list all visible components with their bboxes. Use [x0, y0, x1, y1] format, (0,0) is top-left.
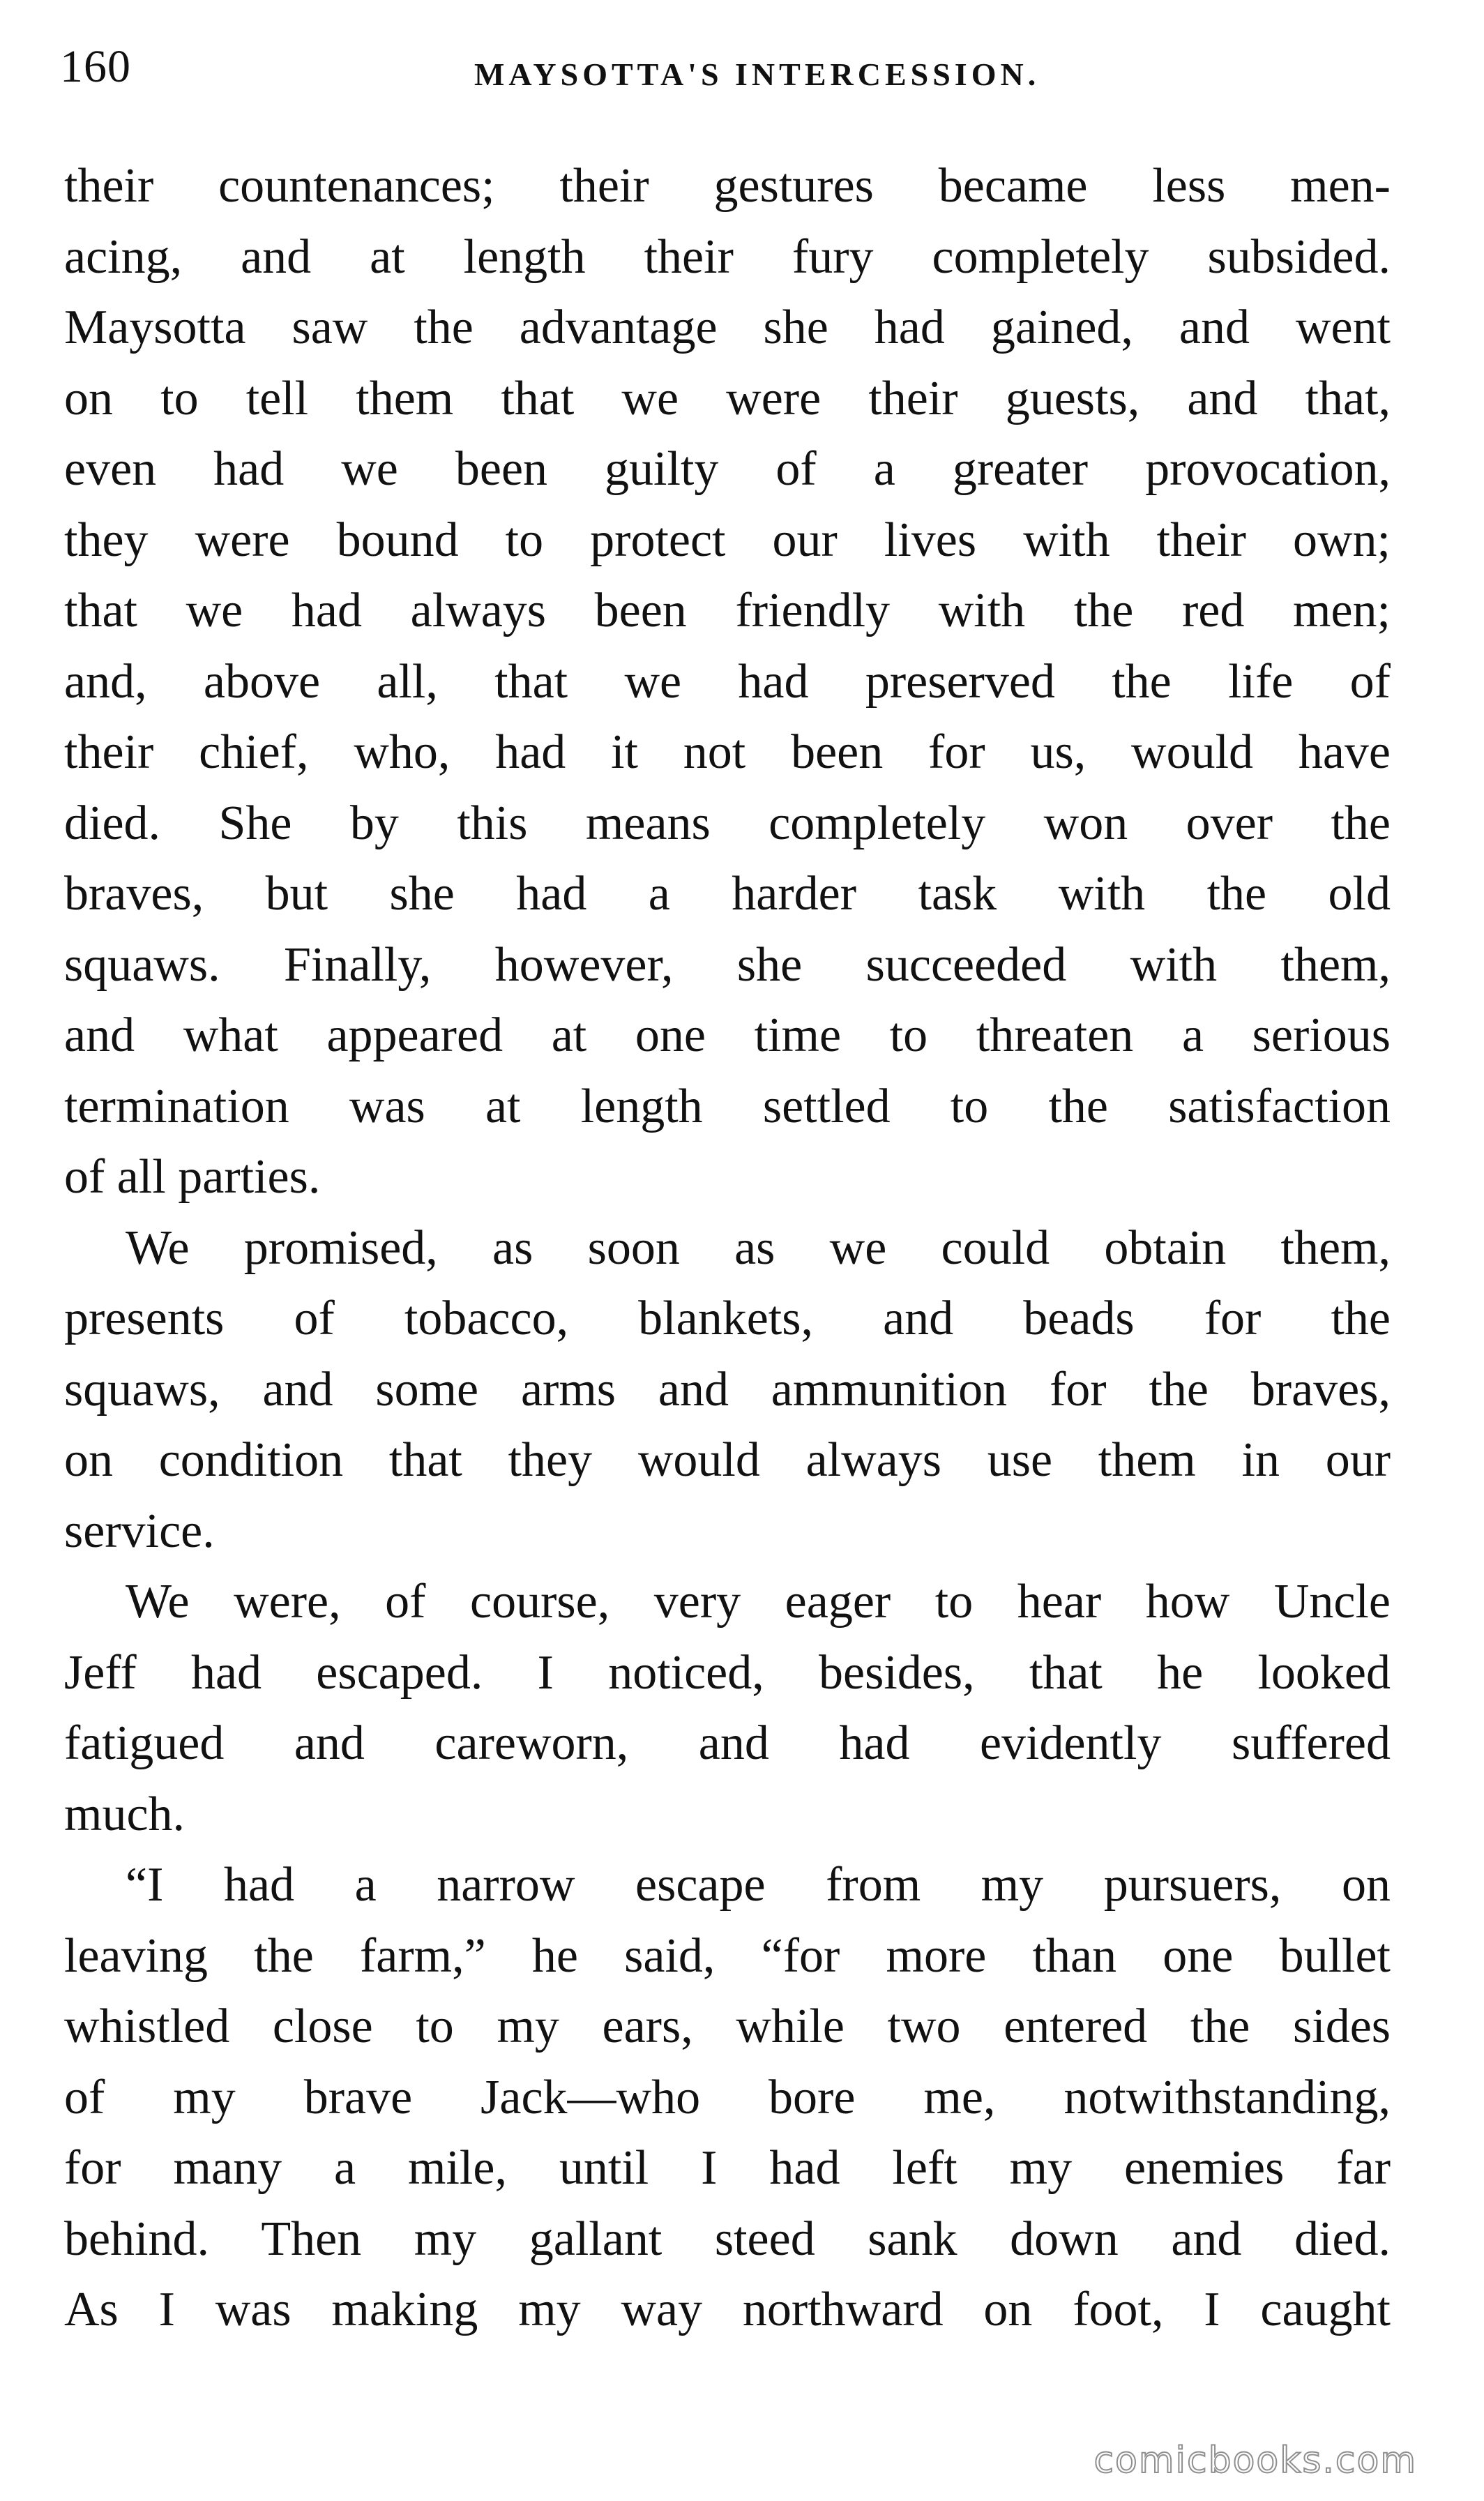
running-title: MAYSOTTA'S INTERCESSION.: [474, 56, 1040, 92]
text-line: behind. Then my gallant steed sank down and died.: [64, 2212, 1391, 2266]
text-line: died. She by this means completely won over the: [64, 796, 1391, 850]
text-line: and, above all, that we had preserved the life of: [64, 654, 1391, 709]
text-line: their countenances; their gestures became less men-: [64, 159, 1391, 213]
text-line: presents of tobacco, blankets, and beads for the: [64, 1292, 1391, 1345]
body-text: [64, 151, 1391, 2345]
text-line: termination was at length settled to the satisfaction: [64, 1079, 1391, 1133]
paragraph-4: [64, 1850, 1391, 2345]
text-line: of my brave Jack—who bore me, notwithstanding,: [64, 2070, 1391, 2124]
text-line: We promised, as soon as we could obtain them,: [126, 1221, 1391, 1275]
text-line: on to tell them that we were their guests, and that,: [64, 371, 1391, 425]
text-line: whistled close to my ears, while two entered the sides: [64, 2000, 1391, 2053]
text-line: fatigued and careworn, and had evidently suffered: [64, 1716, 1391, 1770]
text-line: braves, but she had a harder task with the old: [64, 867, 1391, 921]
text-line: Maysotta saw the advantage she had gained, and went: [64, 301, 1391, 354]
text-line: they were bound to protect our lives with their own;: [64, 513, 1391, 567]
text-line: their chief, who, had it not been for us, would have: [64, 725, 1391, 779]
text-line: even had we been guilty of a greater provocation,: [64, 442, 1391, 496]
text-line: acing, and at length their fury completely subsided.: [64, 229, 1391, 284]
text-line: of all parties.: [64, 1150, 321, 1204]
text-line: squaws. Finally, however, she succeeded with them,: [64, 937, 1391, 992]
text-line: Jeff had escaped. I noticed, besides, that he looked: [64, 1645, 1391, 1700]
text-line: “I had a narrow escape from my pursuers, on: [126, 1858, 1391, 1912]
text-line: that we had always been friendly with the red men;: [64, 584, 1391, 637]
text-line: and what appeared at one time to threaten a serious: [64, 1008, 1391, 1062]
text-line: much.: [64, 1787, 186, 1841]
text-line: for many a mile, until I had left my enemies far: [64, 2141, 1391, 2195]
text-line: leaving the farm,” he said, “for more than one bullet: [64, 1928, 1391, 1983]
text-line: squaws, and some arms and ammunition for the braves,: [64, 1362, 1391, 1416]
text-line: on condition that they would always use them in our: [64, 1433, 1391, 1487]
paragraph-3: [64, 1566, 1391, 1850]
paragraph-2: [64, 1213, 1391, 1567]
text-line: service.: [64, 1504, 215, 1558]
text-line: We were, of course, very eager to hear how Uncle: [126, 1575, 1391, 1629]
paragraph-1: [64, 151, 1391, 1213]
page-number: 160: [60, 41, 131, 92]
watermark: comicbooks.com: [1093, 2440, 1417, 2481]
text-line: As I was making my way northward on foot, I caught: [64, 2283, 1391, 2336]
